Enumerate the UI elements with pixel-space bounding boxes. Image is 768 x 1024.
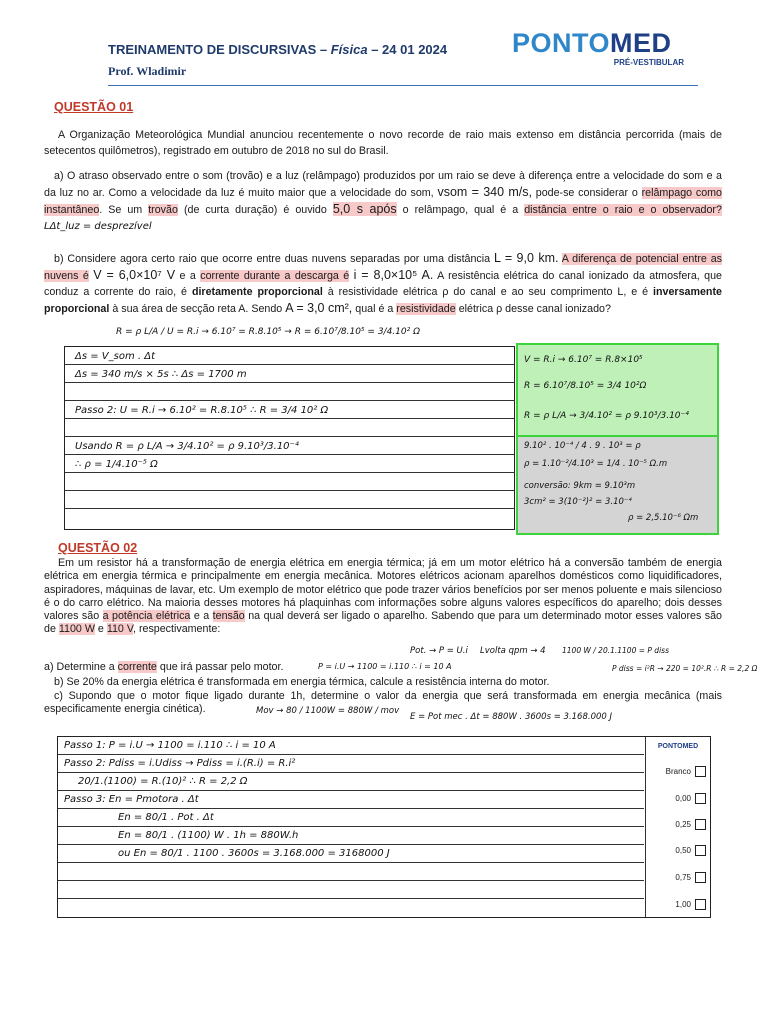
grade-option-025[interactable]: 0,25 — [651, 819, 706, 830]
header-divider — [108, 85, 698, 86]
q1-answer-line-2: Δs = 340 m/s × 5s ∴ Δs = 1700 m — [75, 369, 247, 380]
q1-answer-box[interactable] — [64, 346, 515, 530]
grade-checkbox — [695, 766, 706, 777]
q2-a-handwritten-note: P = i.U → 1100 = i.110 ∴ i = 10 A — [318, 662, 452, 671]
grade-checkbox — [695, 819, 706, 830]
grade-option-000[interactable]: 0,00 — [651, 793, 706, 804]
grade-option-100[interactable]: 1,00 — [651, 899, 706, 910]
q1-intro: A Organização Meteorológica Mundial anunciou recentemente o novo recorde de raio mais extenso em distância percorrida (mais de setecentos quilômetros), registrado em outubro de 2018 no sul do Brasil. — [44, 129, 722, 157]
q1-a-handwritten-note: LΔt_luz = desprezível — [44, 221, 152, 232]
q1-answer-line-4: Usando R = ρ L/A → 3/4.10² = ρ 9.10³/3.10⁻⁴ — [75, 441, 299, 452]
q2-note-a2: 1100 W / 20.1.1100 = P diss — [562, 646, 669, 655]
grade-checkbox — [695, 899, 706, 910]
grade-checkbox — [695, 793, 706, 804]
header-title: TREINAMENTO DE DISCURSIVAS – Física – 24 01 2024 — [108, 42, 448, 57]
grade-checkbox — [695, 872, 706, 883]
q1-side-work-green: V = R.i → 6.10⁷ = R.8×10⁵ R = 6.10⁷/8.10⁵ = 3/4 10²Ω R = ρ L/A → 3/4.10² = ρ 9.10³/3.10⁻⁴ — [516, 343, 719, 437]
q2-note-b2: P diss = i²R → 220 = 10².R ∴ R = 2,2 Ω — [612, 664, 758, 673]
vsom-value: vsom = 340 m/s, — [437, 185, 532, 199]
grade-option-050[interactable]: 0,50 — [651, 845, 706, 856]
q1-b-handwritten-note: R = ρ L/A / U = R.i → 6.10⁷ = R.8.10⁵ → R = 6.10⁷/8.10⁵ = 3/4.10² Ω — [116, 327, 420, 337]
header-professor: Prof. Wladimir — [108, 64, 187, 78]
q1-title: QUESTÃO 01 — [54, 100, 134, 114]
grade-option-branco[interactable]: Branco — [651, 766, 706, 777]
grade-option-075[interactable]: 0,75 — [651, 872, 706, 883]
q2-answer-line-7: ou En = 80/1 . 1100 . 3600s = 3.168.000 = 3168000 J — [118, 848, 390, 859]
q2-answer-line-6: En = 80/1 . (1100) W . 1h = 880W.h — [118, 830, 299, 841]
q2-note-volta: Lvolta qpm → 4 — [480, 646, 546, 656]
grade-checkbox — [695, 845, 706, 856]
q2-answer-line-3: 20/1.(1100) = R.(10)² ∴ R = 2,2 Ω — [78, 776, 248, 787]
q2-answer-line-5: En = 80/1 . Pot . Δt — [118, 812, 214, 823]
q2-note-pot: Pot. → P = U.i — [410, 646, 468, 656]
q1-part-a: a) O atraso observado entre o som (trovão) e a luz (relâmpago) produzidos por um raio se deve à diferença entre a velocidade do som e a da luz no ar. Como a velocidade da luz é muito maior que a velocidade do som, vsom = 340 m/s, pode-se considerar o relâmpago como instantâneo. Se um trovão (de curta duração) é ouvido 5,0 s após o relâmpago, qual é a distância entre o raio e o observador? LΔt_luz = desprezível — [44, 170, 722, 232]
q1-answer-line-5: ∴ ρ = 1/4.10⁻⁵ Ω — [75, 459, 158, 470]
grade-panel-logo: PONTOMED — [657, 743, 699, 750]
q2-part-c: c) Supondo que o motor fique ligado durante 1h, determine o valor da energia que será transformada em energia mecânica (mais especificamente energia cinética). — [44, 690, 722, 715]
q1-part-b: b) Considere agora certo raio que ocorre entre duas nuvens separadas por uma distância L = 9,0 km. A diferença de potencial entre as nuvens é V = 6,0×10⁷ V e a corrente durante a descarga é i = 8,0×10⁵ A. A resistência elétrica do canal ionizado da atmosfera, que conduz a corrente do raio, é diretamente proporcional à resistividade elétrica ρ do canal e ao seu comprimento L, e é inversamente proporcional à sua área de secção reta A. Sendo A = 3,0 cm², qual é a resistividade elétrica ρ desse canal ionizado? — [44, 251, 722, 315]
q2-answer-line-2: Passo 2: Pdiss = i.Udiss → Pdiss = i.(R.i) = R.i² — [64, 758, 296, 769]
q2-answer-box[interactable] — [57, 736, 711, 918]
q2-part-a: a) Determine a corrente que irá passar pelo motor. — [44, 661, 284, 673]
q1-answer-line-3: Passo 2: U = R.i → 6.10² = R.8.10⁵ ∴ R = 3/4 10² Ω — [75, 405, 329, 416]
q2-answer-line-4: Passo 3: En = Pmotora . Δt — [64, 794, 199, 805]
q2-statement: Em um resistor há a transformação de energia elétrica em energia térmica; já em um motor elétrico há a conversão também de energia elétrica em energia térmica e principalmente em energia mecânica. Motores elétricos acionam aparelhos domésticos como liquidificadores, aspiradores, máquinas de lavar, etc. Um exemplo de motor elétrico que pode trazer vários benefícios por ser menos poluente e mais silencioso é o do carro elétrico. Na maioria desses motores há plaquinhas com informações sobre alguns valores específicos do aparelho; dois desses valores são a potência elétrica e a tensão na qual deverá ser ligado o aparelho. Sabendo que para um determinado motor esses valores são de 1100 W e 110 V, respectivamente: — [44, 557, 722, 636]
q1-side-work-gray: 9.10² . 10⁻⁴ / 4 . 9 . 10³ = ρ ρ = 1.10⁻²/4.10³ = 1/4 . 10⁻⁵ Ω.m conversão: 9km = 9.10³m 3cm² = 3(10⁻²)² = 3.10⁻⁴ ρ = 2,5.10⁻⁶ Ωm — [516, 437, 719, 535]
q2-title: QUESTÃO 02 — [58, 541, 138, 555]
q2-part-b: b) Se 20% da energia elétrica é transformada em energia térmica, calcule a resistência interna do motor. — [54, 676, 550, 688]
q2-answer-line-1: Passo 1: P = i.U → 1100 = i.110 ∴ i = 10 A — [64, 740, 276, 751]
pontomed-logo: PONTOMED PRÉ-VESTIBULAR — [512, 28, 684, 67]
q2-note-c2: E = Pot mec . Δt = 880W . 3600s = 3.168.000 J — [410, 712, 613, 722]
q1-answer-line-1: Δs = V_som . Δt — [75, 351, 155, 362]
q2-note-c: Mov → 80 / 1100W = 880W / mov — [256, 706, 400, 716]
